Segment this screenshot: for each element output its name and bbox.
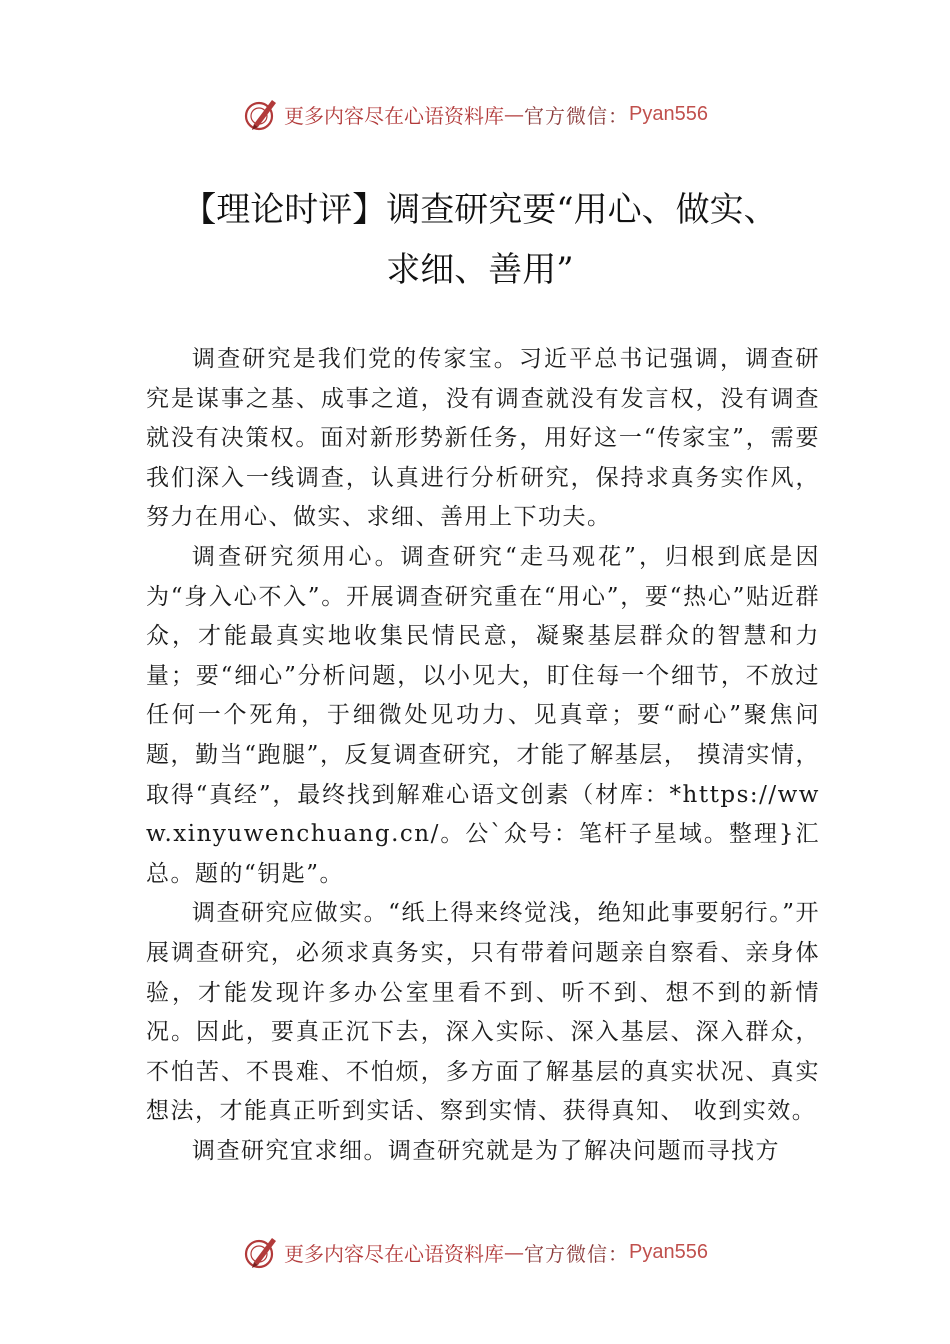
- header-banner: [0, 92, 950, 136]
- banner-main-text: 更多内容尽在心语资料库: [284, 103, 505, 128]
- banner-wechat-label: 官方微信：: [524, 103, 630, 128]
- paragraph: 调查研究宜求细。调查研究就是为了解决问题而寻找方: [192, 1137, 780, 1164]
- banner-separator: —: [504, 1240, 525, 1264]
- banner-wechat-id: Pyan556: [629, 1240, 708, 1263]
- footer-banner: [0, 1230, 950, 1274]
- article-title: [140, 180, 820, 300]
- title-line-1: 【理论时评】调查研究要“用心、做实、: [182, 190, 778, 230]
- paragraph: 调查研究应做实。“纸上得来终觉浅，绝知此事要躬行。”开展调查研究，必须求真务实，只有带着问题亲自察看、亲身体验，才能发现许多办公室里看不到、听不到、想不到的新情况。因此，要真正沉下去，深入实际、深入基层、深入群众，不怕苦、不畏难、不怕烦，多方面了解基层的真实状况、真实想法，才能真正听到实话、察到实情、获得真知、 收到实效。: [146, 900, 820, 1125]
- title-line-2: 求细、善用”: [386, 250, 574, 290]
- article-body: [146, 340, 820, 1171]
- banner-wechat-label: 官方微信：: [524, 1241, 630, 1266]
- banner-wechat-id: Pyan556: [629, 102, 708, 125]
- banner-separator: —: [504, 102, 525, 126]
- paragraph: 调查研究须用心。调查研究“走马观花”，归根到底是因为“身入心不入”。开展调查研究重在“用心”，要“热心”贴近群众，才能最真实地收集民情民意，凝聚基层群众的智慧和力量；要“细心”分析问题，以小见大，盯住每一个细节，不放过任何一个死角，于细微处见功力、见真章；要“耐心”聚焦问题，勤当“跑腿”，反复调查研究，才能了解基层， 摸清实情，取得“真经”，最终找到解难心语文创素（材库：*https://www.xinyuwenchuang.cn/。公`众号：笔杆子星域。整理}汇总。题的“钥匙”。: [146, 543, 820, 887]
- paragraph: 调查研究是我们党的传家宝。习近平总书记强调，调查研究是谋事之基、成事之道，没有调查就没有发言权，没有调查就没有决策权。面对新形势新任务，用好这一“传家宝”，需要我们深入一线调查，认真进行分析研究，保持求真务实作风，努力在用心、做实、求细、善用上下功夫。: [146, 346, 820, 531]
- pen-logo-icon: [242, 1232, 282, 1272]
- banner-main-text: 更多内容尽在心语资料库: [284, 1241, 505, 1266]
- pen-logo-icon: [242, 94, 282, 134]
